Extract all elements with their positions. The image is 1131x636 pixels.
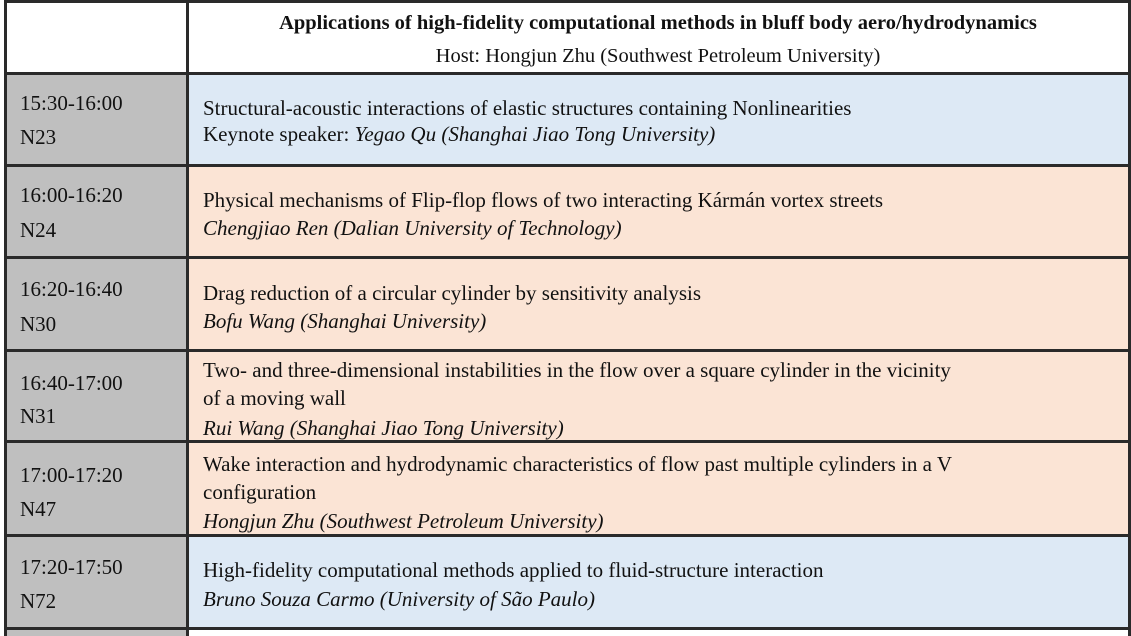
talk-speaker: Chengjiao Ren (Dalian University of Technology) <box>203 216 622 240</box>
time-label: 16:20-16:40 <box>20 277 123 301</box>
talk-title: Structural-acoustic interactions of elastic structures containing Nonlinearities <box>203 96 852 120</box>
talk-title: High-fidelity computational methods applied to fluid-structure interaction <box>203 558 824 582</box>
talk-title-line-1: Two- and three-dimensional instabilities in the flow over a square cylinder in the vicinity <box>203 358 951 382</box>
talk-code: N23 <box>20 125 57 149</box>
row-divider <box>4 627 1131 630</box>
talk-speaker: Bruno Souza Carmo (University of São Paulo) <box>203 587 595 611</box>
talk-code: N24 <box>20 218 57 242</box>
table-border-top <box>4 0 1131 3</box>
time-label: 17:00-17:20 <box>20 463 123 487</box>
talk-code: N31 <box>20 404 57 428</box>
table-border-middle <box>186 0 189 636</box>
talk-title-line-1: Wake interaction and hydrodynamic characteristics of flow past multiple cylinders in a V <box>203 452 953 476</box>
talk-speaker: Hongjun Zhu (Southwest Petroleum University) <box>203 509 604 533</box>
talk-title: Physical mechanisms of Flip-flop flows of two interacting Kármán vortex streets <box>203 188 884 212</box>
session-host: Host: Hongjun Zhu (Southwest Petroleum University) <box>435 45 881 67</box>
row-divider <box>4 256 1131 259</box>
row-divider <box>4 72 1131 75</box>
talk-code: N30 <box>20 312 57 336</box>
time-label: 16:40-17:00 <box>20 371 123 395</box>
session-title: Applications of high-fidelity computational methods in bluff body aero/hydrodynamics <box>279 12 1037 34</box>
time-label: 16:00-16:20 <box>20 183 123 207</box>
talk-title: Drag reduction of a circular cylinder by sensitivity analysis <box>203 281 702 305</box>
talk-title-line-2: configuration <box>203 480 317 504</box>
keynote-prefix: Keynote speaker: <box>203 122 355 146</box>
talk-code: N72 <box>20 589 57 613</box>
row-divider <box>4 534 1131 537</box>
time-cell-n23 <box>6 75 186 164</box>
row-divider <box>4 349 1131 352</box>
talk-title-line-2: of a moving wall <box>203 386 346 410</box>
time-label: 17:20-17:50 <box>20 555 123 579</box>
talk-speaker: Rui Wang (Shanghai Jiao Tong University) <box>203 416 564 440</box>
talk-cell-next <box>189 630 1128 636</box>
talk-code: N47 <box>20 497 57 521</box>
speaker-name: Yegao Qu (Shanghai Jiao Tong University) <box>354 122 716 146</box>
talk-speaker: Bofu Wang (Shanghai University) <box>203 309 487 333</box>
header-left-cell <box>6 3 186 72</box>
row-divider <box>4 164 1131 167</box>
table-border-left <box>4 0 7 636</box>
time-label: 15:30-16:00 <box>20 91 123 115</box>
row-divider <box>4 440 1131 443</box>
talk-speaker <box>203 121 715 147</box>
time-cell-next <box>6 630 186 636</box>
